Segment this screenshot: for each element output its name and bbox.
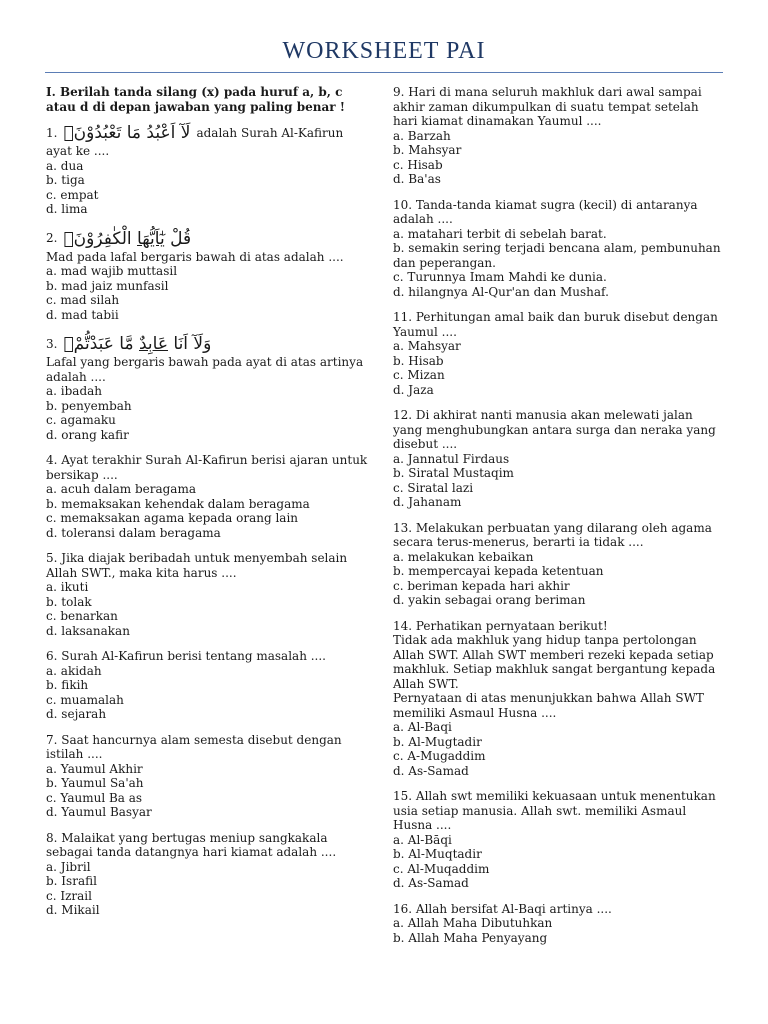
question-stem: 6. Surah Al-Kafirun berisi tentang masalah .... [46,649,326,663]
question-3 [46,333,371,442]
option-d[interactable]: d. As-Samad [393,876,469,890]
option-b[interactable]: b. Mahsyar [393,143,462,157]
question-number: 3. [46,336,58,351]
question-stem: 8. Malaikat yang bertugas meniup sangkakala sebagai tanda datangnya hari kiamat adalah .... [46,830,337,859]
arabic-verse [63,228,191,250]
option-d[interactable]: d. Ba'as [393,172,441,186]
option-c[interactable]: c. muamalah [46,692,124,707]
option-b[interactable]: b. Yaumul Sa'ah [46,776,144,790]
option-b[interactable]: b. Hisab [393,353,444,368]
question-stem: 13. Melakukan perbuatan yang dilarang oleh agama secara terus-menerus, berarti ia tidak .... [393,520,712,549]
option-a[interactable]: a. Al-Baqi [393,720,452,734]
option-b[interactable]: b. Siratal Mustaqim [393,466,514,480]
question-stem: 15. Allah swt memiliki kekuasaan untuk menentukan usia setiap manusia. Allah swt. memiliki Asmaul Husna .... [393,789,716,832]
option-b[interactable]: b. mempercayai kepada ketentuan [393,564,604,578]
option-c[interactable]: c. benarkan [46,609,118,623]
option-c[interactable]: c. beriman kepada hari akhir [393,578,570,593]
arabic-part: الْكٰفِرُوْنَۙ [63,228,138,249]
question-6 [46,649,371,722]
option-b[interactable]: b. Allah Maha Penyayang [393,930,548,945]
question-number: 2. [46,231,58,246]
option-c[interactable]: c. Izrail [46,888,92,903]
option-d[interactable]: d. As-Samad [393,763,469,778]
option-c[interactable]: c. Al-Muqaddim [393,861,490,876]
option-d[interactable]: d. laksanakan [46,623,130,638]
option-c[interactable]: c. agamaku [46,413,116,427]
question-stem: 5. Jika diajak beribadah untuk menyembah selain Allah SWT., maka kita harus .... [46,551,348,580]
option-a[interactable]: a. dua [46,158,84,173]
question-8 [46,831,371,918]
question-stem: 11. Perhitungan amal baik dan buruk disebut dengan Yaumul .... [393,310,718,339]
question-14 [393,619,725,779]
option-a[interactable]: a. Jibril [46,859,91,874]
option-d[interactable]: d. sejarah [46,707,107,721]
arabic-verse: لَآ اَعْبُدُ مَا تَعْبُدُوْنَۙ [63,123,191,143]
question-1 [46,122,371,217]
arabic-part: مَّا عَبَدْتُّمْۙ [63,334,139,354]
question-2 [46,228,371,323]
option-d[interactable]: d. Yaumul Basyar [46,805,152,819]
option-a[interactable]: a. Yaumul Akhir [46,761,143,776]
arabic-part: قُلْ [164,228,192,249]
question-7 [46,733,371,820]
question-4 [46,453,371,540]
option-c[interactable]: c. memaksakan agama kepada orang lain [46,511,299,525]
option-c[interactable]: c. A-Mugaddim [393,749,486,763]
option-b[interactable]: b. tiga [46,173,85,187]
question-stem: 14. Perhatikan pernyataan berikut! [393,618,608,633]
option-d[interactable]: d. lima [46,202,88,216]
arabic-underlined: يٰٓاَيُّهَا [137,228,165,249]
question-stem: 9. Hari di mana seluruh makhluk dari awal sampai akhir zaman dikumpulkan di suatu tempat setelah hari kiamat dinamakan Yaumul .... [393,85,702,128]
instruction: I. Berilah tanda silang (x) pada huruf a, b, c atau d di depan jawaban yang paling benar ! [46,85,345,114]
option-a[interactable]: a. mad wajib muttasil [46,264,178,278]
option-b[interactable]: b. tolak [46,594,92,609]
question-11 [393,310,725,397]
option-b[interactable]: b. Al-Mugtadir [393,734,482,749]
question-13 [393,521,725,608]
arabic-underlined: عَابِدٌ [139,334,168,354]
title-divider [45,72,723,73]
option-c[interactable]: c. mad silah [46,293,120,307]
option-a[interactable]: a. Barzah [393,128,451,143]
option-b[interactable]: b. memaksakan kehendak dalam beragama [46,496,310,511]
question-stem: 10. Tanda-tanda kiamat sugra (kecil) di antaranya adalah .... [393,197,698,226]
option-b[interactable]: b. semakin sering terjadi bencana alam, pembunuhan dan peperangan. [393,241,721,270]
question-10 [393,198,725,300]
option-c[interactable]: c. Yaumul Ba as [46,790,143,805]
question-12 [393,408,725,510]
question-stem-cont: Pernyataan di atas menunjukkan bahwa Allah SWT memiliki Asmaul Husna .... [393,691,704,720]
option-a[interactable]: a. Allah Maha Dibutuhkan [393,916,553,930]
option-c[interactable]: c. Hisab [393,157,443,172]
question-15 [393,789,725,891]
question-stem-cont: ayat ke .... [46,144,110,158]
right-column [393,85,725,956]
option-a[interactable]: a. ikuti [46,580,89,594]
option-b[interactable]: b. fikih [46,678,89,692]
option-c[interactable]: c. empat [46,187,99,202]
option-c[interactable]: c. Mizan [393,368,445,382]
option-b[interactable]: b. penyembah [46,398,132,413]
option-d[interactable]: d. orang kafir [46,427,129,442]
option-a[interactable]: a. ibadah [46,384,103,398]
option-d[interactable]: d. hilangnya Al-Qur'an dan Mushaf. [393,284,609,299]
option-d[interactable]: d. toleransi dalam beragama [46,525,221,540]
option-a[interactable]: a. Al-Bāqi [393,832,452,847]
option-b[interactable]: b. mad jaiz munfasil [46,278,169,293]
question-number: 1. [46,125,58,140]
left-column [46,85,371,929]
option-a[interactable]: a. akidah [46,663,102,678]
option-a[interactable]: a. Mahsyar [393,339,461,353]
option-b[interactable]: b. Israfil [46,874,97,888]
option-a[interactable]: a. acuh dalam beragama [46,482,196,496]
question-stem: Lafal yang bergaris bawah pada ayat di atas artinya adalah .... [46,355,364,384]
option-d[interactable]: d. Jaza [393,382,434,397]
question-9 [393,85,725,187]
option-c[interactable]: c. Siratal lazi [393,480,474,495]
arabic-verse [63,333,211,355]
question-5 [46,551,371,638]
question-16 [393,902,725,946]
option-a[interactable]: a. matahari terbit di sebelah barat. [393,226,607,241]
question-stem: adalah Surah Al-Kafirun [196,125,344,140]
option-d[interactable]: d. mad tabii [46,307,119,322]
question-stem: 12. Di akhirat nanti manusia akan melewati jalan yang menghubungkan antara surga dan neraka yang disebut .... [393,408,716,451]
option-c[interactable]: c. Turunnya Imam Mahdi ke dunia. [393,270,607,284]
question-stem: 7. Saat hancurnya alam semesta disebut dengan istilah .... [46,732,342,761]
arabic-part: وَلَآ اَنَا [167,334,212,354]
question-stem: 4. Ayat terakhir Surah Al-Kafirun berisi ajaran untuk bersikap .... [46,453,368,482]
question-stem: 16. Allah bersifat Al-Baqi artinya .... [393,901,612,916]
option-b[interactable]: b. Al-Muqtadir [393,847,482,861]
option-a[interactable]: a. melakukan kebaikan [393,549,534,564]
option-d[interactable]: d. yakin sebagai orang beriman [393,593,586,607]
question-stem: Mad pada lafal bergaris bawah di atas adalah .... [46,249,344,264]
option-d[interactable]: d. Jahanam [393,495,462,509]
question-passage: Tidak ada makhluk yang hidup tanpa pertolongan Allah SWT. Allah SWT memberi rezeki kepada setiap makhluk. Setiap makhluk sangat bergantung kepada Allah SWT. [393,633,716,691]
page-title: WORKSHEET PAI [282,38,486,64]
option-a[interactable]: a. Jannatul Firdaus [393,451,510,466]
option-d[interactable]: d. Mikail [46,903,100,917]
